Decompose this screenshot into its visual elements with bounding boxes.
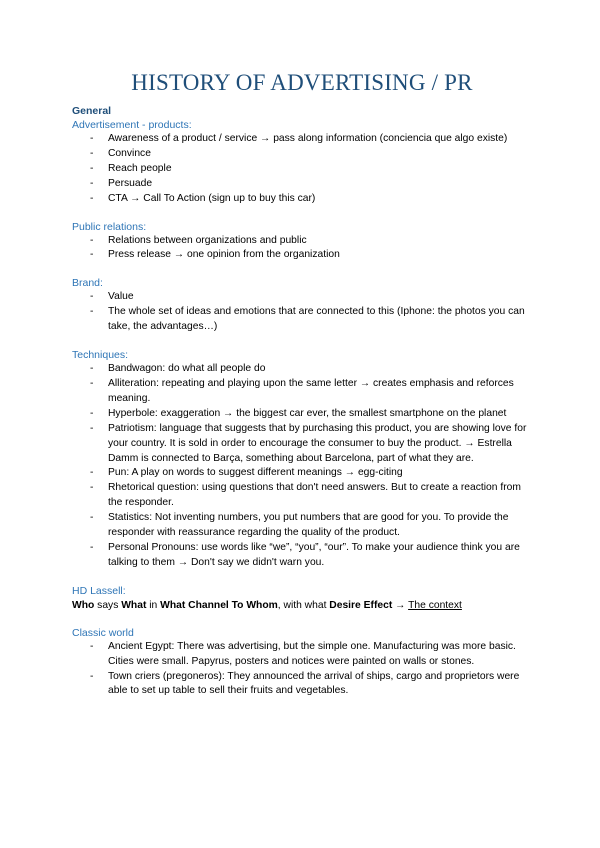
list-item: - Ancient Egypt: There was advertising, but the simple one. Manufacturing was more basic. Cities were small. Papyrus, posters and notices were painted on walls or stones. <box>90 640 516 667</box>
bullet-list <box>72 234 532 264</box>
dash-bullet: - <box>90 377 94 389</box>
section-title: Brand: <box>72 277 103 290</box>
section-title: Classic world <box>72 626 134 639</box>
list-item: - Bandwagon: do what all people do <box>72 362 532 377</box>
list-item: - CTA → Call To Action (sign up to buy this car) <box>72 192 532 207</box>
dash-bullet: - <box>90 363 94 375</box>
section-title: Public relations: <box>72 220 147 233</box>
section-techniques <box>72 348 532 571</box>
dash-bullet: - <box>90 249 94 261</box>
bullet-list <box>72 290 532 335</box>
dash-bullet: - <box>90 177 94 189</box>
dash-bullet: - <box>90 162 94 174</box>
bullet-list <box>72 132 532 207</box>
dash-bullet: - <box>90 192 94 204</box>
section-advertisement <box>72 118 532 207</box>
section-lassell <box>72 584 532 613</box>
list-item: - Personal Pronouns: use words like “we”, “you”, “our”. To make your audience think you are talking to them → Don't say we didn't warn you. <box>90 541 520 568</box>
lassell-formula: Who says What in What Channel To Whom, with what Desire Effect → The context <box>72 599 462 611</box>
bullet-list <box>72 362 532 571</box>
section-classic-world <box>72 626 532 700</box>
dash-bullet: - <box>90 541 94 553</box>
dash-bullet: - <box>90 422 94 434</box>
dash-bullet: - <box>90 147 94 159</box>
list-item: - Rhetorical question: using questions that don't need answers. But to create a reaction from the responder. <box>90 482 521 509</box>
section-public-relations <box>72 220 532 264</box>
page-title: HISTORY OF ADVERTISING / PR <box>131 70 473 95</box>
dash-bullet: - <box>90 306 94 318</box>
bullet-list <box>72 640 532 700</box>
context-underlined: The context <box>408 599 462 611</box>
list-item: - Town criers (pregoneros): They announced the arrival of ships, cargo and proprietors were able to set up table to sell their fruits and vegetables. <box>90 670 520 697</box>
list-item: - The whole set of ideas and emotions that are connected to this (Iphone: the photos you can take, the advantages…) <box>90 306 525 333</box>
general-heading: General <box>72 105 112 117</box>
list-item: - Value <box>72 290 532 305</box>
list-item: - Hyperbole: exaggeration → the biggest car ever, the smallest smartphone on the planet <box>72 407 532 422</box>
section-title: Techniques: <box>72 349 129 362</box>
dash-bullet: - <box>90 467 94 479</box>
dash-bullet: - <box>90 407 94 419</box>
document-page <box>72 70 532 699</box>
dash-bullet: - <box>90 133 94 144</box>
list-item: - Relations between organizations and public <box>72 234 532 249</box>
list-item: - Patriotism: language that suggests that by purchasing this product, you are showing love for your country. It is sold in order to encourage the consumer to buy the product. → Estrella Damm is connected to Barça, something about Barcelona, part of what they are. <box>90 422 527 464</box>
section-title: HD Lassell: <box>72 584 126 597</box>
dash-bullet: - <box>90 670 94 682</box>
list-item: - Alliteration: repeating and playing upon the same letter → creates emphasis and reforces meaning. <box>90 377 514 404</box>
list-item: - Statistics: Not inventing numbers, you put numbers that are good for you. To provide the responder with reassurance regarding the quality of the product. <box>90 512 509 539</box>
dash-bullet: - <box>90 482 94 494</box>
list-item: - Press release → one opinion from the organization <box>72 248 532 263</box>
dash-bullet: - <box>90 512 94 524</box>
section-title: Advertisement - products: <box>72 119 192 131</box>
list-item: - Persuade <box>72 177 532 192</box>
dash-bullet: - <box>90 234 94 246</box>
list-item: - Awareness of a product / service → pass along information (conciencia que algo existe) <box>72 132 532 147</box>
section-brand <box>72 276 532 335</box>
dash-bullet: - <box>90 291 94 303</box>
list-item: - Convince <box>72 147 532 162</box>
dash-bullet: - <box>90 640 94 652</box>
list-item: - Pun: A play on words to suggest different meanings → egg-citing <box>72 466 532 481</box>
list-item: - Reach people <box>72 162 532 177</box>
